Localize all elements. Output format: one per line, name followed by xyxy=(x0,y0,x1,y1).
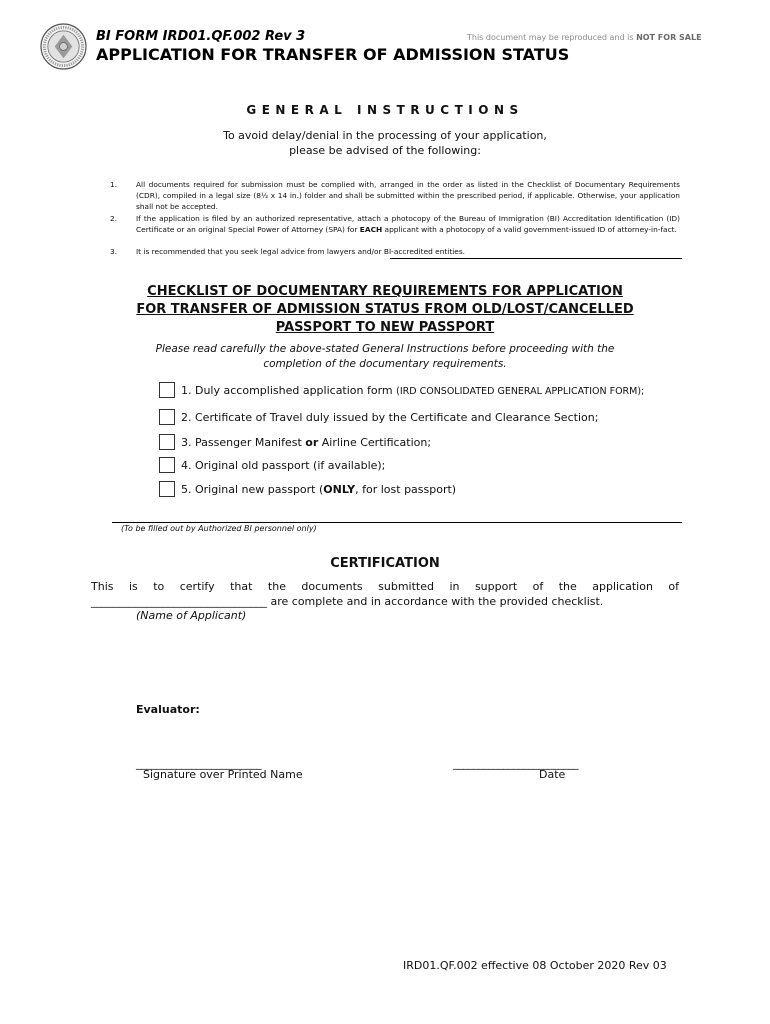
instruction-item: 2. If the application is filed by an authorized representative, attach a photocopy of the Bureau of Immigration (BI) Accreditation Identification (ID) Certificate or an original Special Power of Attorney (SPA) for EACH applicant with a photocopy of a valid government-issued ID of attorney-in-fact. xyxy=(110,214,680,234)
signature-label: Signature over Printed Name xyxy=(143,768,303,781)
not-for-sale-notice: This document may be reproduced and is NOT FOR SALE xyxy=(467,33,702,42)
applicant-name-field[interactable]: ________________________________ xyxy=(91,595,267,608)
form-effectivity-footer: IRD01.QF.002 effective 08 October 2020 Rev 03 xyxy=(403,959,667,972)
checklist-title: CHECKLIST OF DOCUMENTARY REQUIREMENTS FOR APPLICATION FOR TRANSFER OF ADMISSION STATUS FROM OLD/LOST/CANCELLED PASSPORT TO NEW PASSPORT xyxy=(136,284,634,335)
general-instructions-heading: GENERAL INSTRUCTIONS xyxy=(246,103,524,117)
general-instructions-intro: To avoid delay/denial in the processing of your application, please be advised of the following: xyxy=(223,129,547,157)
applicant-name-label: (Name of Applicant) xyxy=(136,609,247,622)
personnel-only-note: (To be filled out by Authorized BI personnel only) xyxy=(121,524,317,533)
certification-statement-continued: ________________________________ are complete and in accordance with the provided checklist. xyxy=(91,595,604,608)
page-title: APPLICATION FOR TRANSFER OF ADMISSION STATUS xyxy=(96,45,570,64)
certification-statement: This is to certify that the documents submitted in support of the application of xyxy=(91,580,679,593)
requirement-checkbox[interactable] xyxy=(159,382,175,398)
bureau-seal-icon xyxy=(40,23,87,70)
form-code: BI FORM IRD01.QF.002 Rev 3 xyxy=(96,29,306,44)
requirement-checkbox[interactable] xyxy=(159,434,175,450)
divider xyxy=(390,258,682,259)
date-label: Date xyxy=(539,768,566,781)
signature-field[interactable]: _________________________ xyxy=(136,757,261,770)
instruction-item: 3. It is recommended that you seek legal advice from lawyers and/or BI-accredited entities. xyxy=(110,247,466,256)
evaluator-label: Evaluator: xyxy=(136,703,200,716)
instruction-item: 1. All documents required for submission must be complied with, arranged in the order as listed in the Checklist of Documentary Requirements (CDR), compiled in a legal size (8½ x 14 in.) folder and shall be submitted within the prescribed period, if applicable. Otherwise, your application shall not be accepted. xyxy=(110,180,680,211)
requirement-checkbox[interactable] xyxy=(159,481,175,497)
date-field[interactable]: _________________________ xyxy=(453,757,578,770)
divider xyxy=(112,522,682,523)
requirement-checkbox[interactable] xyxy=(159,409,175,425)
certification-heading: CERTIFICATION xyxy=(330,556,440,571)
checklist-note: Please read carefully the above-stated General Instructions before proceeding with the completion of the documentary requirements. xyxy=(155,343,615,370)
requirement-checkbox[interactable] xyxy=(159,457,175,473)
